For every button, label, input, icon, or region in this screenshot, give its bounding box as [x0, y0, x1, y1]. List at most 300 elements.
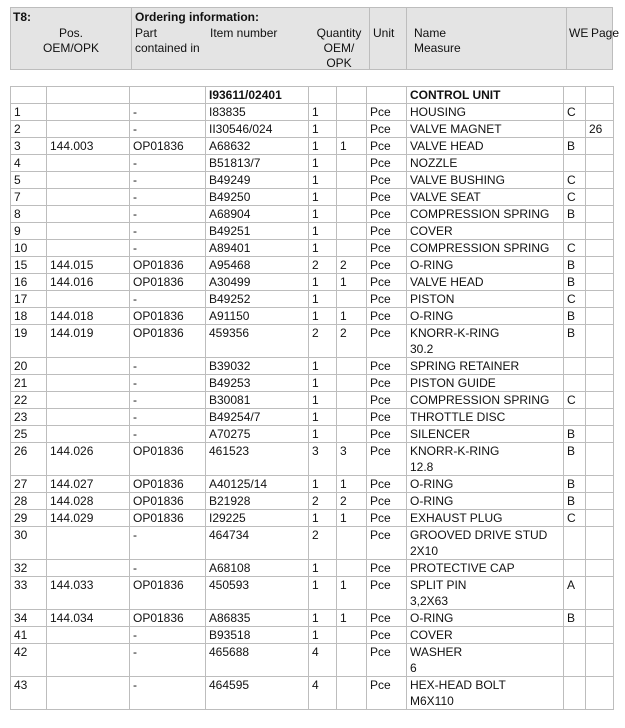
cell-item: A86835 — [206, 610, 309, 627]
assembly-row — [11, 87, 614, 104]
cell-oem: 144.015 — [47, 257, 130, 274]
cell-pos: 28 — [11, 493, 47, 510]
cell-item: II30546/024 — [206, 121, 309, 138]
cell-unit: Pce — [367, 358, 407, 375]
cell-name — [407, 138, 564, 155]
cell-qty-opk — [337, 527, 367, 560]
table-row — [11, 138, 614, 155]
cell-we: C — [564, 510, 586, 527]
cell-qty-oem: 1 — [309, 240, 337, 257]
cell-page — [586, 308, 614, 325]
cell-page — [586, 138, 614, 155]
cell-unit: Pce — [367, 104, 407, 121]
cell-name — [407, 409, 564, 426]
cell-unit: Pce — [367, 560, 407, 577]
cell-part: - — [130, 677, 206, 710]
cell-unit: Pce — [367, 375, 407, 392]
cell-part: OP01836 — [130, 443, 206, 476]
cell-qty-opk: 3 — [337, 443, 367, 476]
cell-part: - — [130, 291, 206, 308]
cell-item: 464595 — [206, 677, 309, 710]
table-row — [11, 274, 614, 291]
cell-page — [586, 375, 614, 392]
cell-unit: Pce — [367, 138, 407, 155]
cell-unit: Pce — [367, 240, 407, 257]
cell-oem — [47, 677, 130, 710]
cell-name — [407, 560, 564, 577]
cell-page — [586, 155, 614, 172]
cell-item: B21928 — [206, 493, 309, 510]
cell-item: B49254/7 — [206, 409, 309, 426]
cell-qty-oem: 1 — [309, 291, 337, 308]
cell-we: B — [564, 426, 586, 443]
table-row — [11, 104, 614, 121]
table-row — [11, 375, 614, 392]
cell-qty-oem: 1 — [309, 358, 337, 375]
cell-qty-oem: 1 — [309, 206, 337, 223]
cell-qty-oem: 1 — [309, 610, 337, 627]
cell-qty-opk — [337, 644, 367, 677]
cell-part: OP01836 — [130, 476, 206, 493]
cell-name — [407, 358, 564, 375]
cell-qty-oem: 1 — [309, 121, 337, 138]
cell-qty-oem: 4 — [309, 677, 337, 710]
assembly-name: CONTROL UNIT — [407, 87, 564, 104]
cell-oem — [47, 172, 130, 189]
cell-pos: 42 — [11, 644, 47, 677]
cell-qty-opk — [337, 560, 367, 577]
cell-unit: Pce — [367, 325, 407, 358]
cell-oem — [47, 627, 130, 644]
cell-page — [586, 644, 614, 677]
cell-unit: Pce — [367, 443, 407, 476]
cell-unit: Pce — [367, 627, 407, 644]
cell-name — [407, 274, 564, 291]
cell-we: B — [564, 493, 586, 510]
cell-item: B49251 — [206, 223, 309, 240]
table-row — [11, 240, 614, 257]
cell-page: 26 — [586, 121, 614, 138]
cell-pos: 1 — [11, 104, 47, 121]
col-pos: Pos. — [58, 26, 83, 40]
cell-we — [564, 121, 586, 138]
cell-item: B51813/7 — [206, 155, 309, 172]
cell-qty-oem: 1 — [309, 392, 337, 409]
part-measure: 2X10 — [410, 544, 439, 558]
part-name: O-RING — [410, 309, 454, 323]
cell-page — [586, 274, 614, 291]
cell-name — [407, 644, 564, 677]
cell-qty-opk: 1 — [337, 476, 367, 493]
cell-item: A91150 — [206, 308, 309, 325]
cell-oem: 144.026 — [47, 443, 130, 476]
cell-oem — [47, 155, 130, 172]
table-row — [11, 325, 614, 358]
table-row — [11, 358, 614, 375]
table-row — [11, 510, 614, 527]
cell-qty-oem: 1 — [309, 577, 337, 610]
cell-part: OP01836 — [130, 610, 206, 627]
col-measure: Measure — [414, 41, 461, 55]
part-name: GROOVED DRIVE STUD — [410, 528, 548, 542]
cell-part: - — [130, 155, 206, 172]
cell-part: - — [130, 121, 206, 138]
cell-pos: 7 — [11, 189, 47, 206]
cell-name — [407, 240, 564, 257]
cell-pos: 3 — [11, 138, 47, 155]
cell-item: 450593 — [206, 577, 309, 610]
part-name: PISTON — [410, 292, 455, 306]
col-name: Name — [414, 26, 447, 40]
cell-pos: 41 — [11, 627, 47, 644]
col-part: Part — [135, 26, 158, 40]
col-unit: Unit — [373, 26, 395, 40]
cell-pos: 16 — [11, 274, 47, 291]
cell-name — [407, 677, 564, 710]
cell-name — [407, 104, 564, 121]
cell-unit: Pce — [367, 510, 407, 527]
cell-oem: 144.028 — [47, 493, 130, 510]
cell-pos: 22 — [11, 392, 47, 409]
part-name: VALVE HEAD — [410, 139, 484, 153]
cell-item: 464734 — [206, 527, 309, 560]
cell-part: - — [130, 409, 206, 426]
cell-name — [407, 375, 564, 392]
cell-qty-oem: 1 — [309, 560, 337, 577]
cell-oem: 144.003 — [47, 138, 130, 155]
cell-item: A68632 — [206, 138, 309, 155]
table-row — [11, 308, 614, 325]
cell-part: - — [130, 104, 206, 121]
cell-oem — [47, 240, 130, 257]
table-row — [11, 392, 614, 409]
cell-we — [564, 358, 586, 375]
cell-item: A68108 — [206, 560, 309, 577]
cell-item: A68904 — [206, 206, 309, 223]
cell-pos: 30 — [11, 527, 47, 560]
cell-qty-oem: 2 — [309, 493, 337, 510]
part-name: VALVE BUSHING — [410, 173, 505, 187]
part-name: COVER — [410, 628, 453, 642]
cell-qty-oem: 2 — [309, 527, 337, 560]
cell-we: C — [564, 392, 586, 409]
cell-qty-opk — [337, 426, 367, 443]
cell-name — [407, 308, 564, 325]
cell-pos: 23 — [11, 409, 47, 426]
cell-unit: Pce — [367, 206, 407, 223]
cell-page — [586, 206, 614, 223]
part-measure: 6 — [410, 661, 417, 675]
cell-we: C — [564, 172, 586, 189]
part-name: COMPRESSION SPRING — [410, 393, 550, 407]
cell-pos: 19 — [11, 325, 47, 358]
cell-unit: Pce — [367, 274, 407, 291]
section-label: T8: — [13, 10, 31, 24]
cell-page — [586, 527, 614, 560]
cell-qty-oem: 1 — [309, 223, 337, 240]
cell-qty-oem: 1 — [309, 189, 337, 206]
part-name: O-RING — [410, 477, 454, 491]
cell-qty-oem: 4 — [309, 644, 337, 677]
table-row — [11, 189, 614, 206]
cell-unit: Pce — [367, 493, 407, 510]
cell-name — [407, 325, 564, 358]
cell-page — [586, 409, 614, 426]
cell-page — [586, 677, 614, 710]
cell-qty-opk — [337, 627, 367, 644]
part-name: SILENCER — [410, 427, 471, 441]
cell-we: C — [564, 189, 586, 206]
table-row — [11, 677, 614, 710]
cell-pos: 27 — [11, 476, 47, 493]
cell-oem — [47, 409, 130, 426]
part-name: HOUSING — [410, 105, 467, 119]
part-name: VALVE SEAT — [410, 190, 481, 204]
cell-name — [407, 172, 564, 189]
cell-unit: Pce — [367, 223, 407, 240]
cell-oem: 144.027 — [47, 476, 130, 493]
col-qty: Quantity — [316, 26, 362, 40]
cell-pos: 29 — [11, 510, 47, 527]
cell-item: A70275 — [206, 426, 309, 443]
cell-oem — [47, 104, 130, 121]
cell-qty-oem: 2 — [309, 257, 337, 274]
cell-qty-oem: 1 — [309, 375, 337, 392]
cell-unit: Pce — [367, 409, 407, 426]
cell-qty-oem: 1 — [309, 138, 337, 155]
cell-unit: Pce — [367, 577, 407, 610]
col-page: Page — [591, 26, 620, 40]
cell-item: B49253 — [206, 375, 309, 392]
cell-qty-oem: 1 — [309, 476, 337, 493]
table-row — [11, 291, 614, 308]
cell-unit: Pce — [367, 476, 407, 493]
cell-qty-opk: 2 — [337, 257, 367, 274]
cell-qty-opk — [337, 104, 367, 121]
cell-we: B — [564, 308, 586, 325]
cell-qty-opk: 1 — [337, 308, 367, 325]
cell-part: - — [130, 627, 206, 644]
cell-part: OP01836 — [130, 510, 206, 527]
cell-qty-opk — [337, 677, 367, 710]
cell-qty-opk — [337, 206, 367, 223]
cell-pos: 9 — [11, 223, 47, 240]
cell-qty-opk — [337, 223, 367, 240]
part-measure: 3,2X63 — [410, 594, 449, 608]
table-row — [11, 610, 614, 627]
cell-unit: Pce — [367, 527, 407, 560]
cell-qty-opk — [337, 240, 367, 257]
cell-qty-opk — [337, 358, 367, 375]
col-we: WE — [569, 26, 589, 40]
cell-part: - — [130, 358, 206, 375]
cell-unit: Pce — [367, 392, 407, 409]
cell-qty-oem: 1 — [309, 510, 337, 527]
part-name: HEX-HEAD BOLT — [410, 678, 506, 692]
part-name: PROTECTIVE CAP — [410, 561, 515, 575]
table-row — [11, 627, 614, 644]
cell-we: B — [564, 206, 586, 223]
part-measure: 30.2 — [410, 342, 434, 356]
part-name: EXHAUST PLUG — [410, 511, 503, 525]
cell-item: A40125/14 — [206, 476, 309, 493]
cell-pos: 32 — [11, 560, 47, 577]
cell-item: B49249 — [206, 172, 309, 189]
cell-we — [564, 527, 586, 560]
cell-we: B — [564, 325, 586, 358]
cell-name — [407, 121, 564, 138]
cell-oem: 144.019 — [47, 325, 130, 358]
part-name: WASHER — [410, 645, 463, 659]
cell-oem — [47, 527, 130, 560]
cell-unit: Pce — [367, 155, 407, 172]
cell-pos: 43 — [11, 677, 47, 710]
cell-name — [407, 476, 564, 493]
cell-qty-opk: 2 — [337, 325, 367, 358]
cell-pos: 2 — [11, 121, 47, 138]
col-oem: OEM/OPK — [42, 41, 99, 55]
part-name: O-RING — [410, 258, 454, 272]
cell-qty-oem: 1 — [309, 627, 337, 644]
cell-oem — [47, 121, 130, 138]
cell-page — [586, 627, 614, 644]
part-name: SPLIT PIN — [410, 578, 467, 592]
cell-oem: 144.033 — [47, 577, 130, 610]
cell-we: B — [564, 138, 586, 155]
cell-oem: 144.018 — [47, 308, 130, 325]
cell-qty-oem: 1 — [309, 274, 337, 291]
cell-part: - — [130, 644, 206, 677]
cell-oem — [47, 375, 130, 392]
cell-qty-oem: 1 — [309, 172, 337, 189]
cell-page — [586, 560, 614, 577]
cell-oem — [47, 426, 130, 443]
cell-page — [586, 291, 614, 308]
cell-page — [586, 443, 614, 476]
cell-name — [407, 610, 564, 627]
cell-page — [586, 358, 614, 375]
cell-we — [564, 223, 586, 240]
cell-item: I29225 — [206, 510, 309, 527]
cell-qty-opk: 1 — [337, 510, 367, 527]
table-row — [11, 426, 614, 443]
header-divider — [406, 8, 407, 69]
header-divider — [131, 8, 132, 69]
cell-item: B30081 — [206, 392, 309, 409]
cell-we: C — [564, 291, 586, 308]
cell-item: A95468 — [206, 257, 309, 274]
table-row — [11, 577, 614, 610]
cell-name — [407, 627, 564, 644]
cell-pos: 18 — [11, 308, 47, 325]
cell-we: B — [564, 476, 586, 493]
cell-part: OP01836 — [130, 493, 206, 510]
col-qty-2: OEM/ — [323, 41, 355, 55]
cell-we — [564, 627, 586, 644]
cell-pos: 33 — [11, 577, 47, 610]
assembly-item: I93611/02401 — [206, 87, 309, 104]
cell-part: OP01836 — [130, 577, 206, 610]
cell-unit: Pce — [367, 189, 407, 206]
cell-qty-opk: 1 — [337, 138, 367, 155]
cell-unit: Pce — [367, 172, 407, 189]
cell-part: OP01836 — [130, 257, 206, 274]
cell-oem — [47, 223, 130, 240]
cell-unit: Pce — [367, 426, 407, 443]
cell-we: A — [564, 577, 586, 610]
cell-name — [407, 189, 564, 206]
cell-pos: 4 — [11, 155, 47, 172]
part-name: SPRING RETAINER — [410, 359, 520, 373]
cell-name — [407, 206, 564, 223]
cell-qty-oem: 1 — [309, 426, 337, 443]
cell-we: B — [564, 257, 586, 274]
cell-qty-oem: 1 — [309, 308, 337, 325]
cell-unit: Pce — [367, 610, 407, 627]
cell-part: OP01836 — [130, 138, 206, 155]
table-row — [11, 443, 614, 476]
cell-part: - — [130, 206, 206, 223]
cell-we — [564, 409, 586, 426]
cell-oem: 144.029 — [47, 510, 130, 527]
cell-we — [564, 644, 586, 677]
table-row — [11, 560, 614, 577]
cell-we — [564, 560, 586, 577]
part-name: O-RING — [410, 494, 454, 508]
cell-part: - — [130, 189, 206, 206]
cell-page — [586, 476, 614, 493]
cell-page — [586, 325, 614, 358]
cell-we — [564, 677, 586, 710]
cell-item: A30499 — [206, 274, 309, 291]
part-name: THROTTLE DISC — [410, 410, 506, 424]
cell-page — [586, 240, 614, 257]
cell-unit: Pce — [367, 291, 407, 308]
cell-oem — [47, 560, 130, 577]
cell-pos: 5 — [11, 172, 47, 189]
cell-part: - — [130, 375, 206, 392]
table-row — [11, 206, 614, 223]
cell-part: - — [130, 172, 206, 189]
cell-name — [407, 223, 564, 240]
part-measure: 12.8 — [410, 460, 434, 474]
cell-page — [586, 104, 614, 121]
cell-item: B49252 — [206, 291, 309, 308]
cell-oem: 144.034 — [47, 610, 130, 627]
cell-unit: Pce — [367, 677, 407, 710]
cell-pos: 25 — [11, 426, 47, 443]
cell-name — [407, 291, 564, 308]
cell-qty-opk — [337, 291, 367, 308]
table-row — [11, 121, 614, 138]
cell-we: B — [564, 274, 586, 291]
cell-name — [407, 577, 564, 610]
cell-qty-opk — [337, 409, 367, 426]
cell-we: C — [564, 104, 586, 121]
cell-pos: 26 — [11, 443, 47, 476]
cell-page — [586, 493, 614, 510]
cell-name — [407, 510, 564, 527]
cell-name — [407, 443, 564, 476]
cell-qty-opk: 2 — [337, 493, 367, 510]
cell-item: A89401 — [206, 240, 309, 257]
part-name: VALVE MAGNET — [410, 122, 502, 136]
part-measure: M6X110 — [410, 694, 454, 708]
table-row — [11, 527, 614, 560]
part-name: PISTON GUIDE — [410, 376, 496, 390]
cell-qty-opk — [337, 172, 367, 189]
cell-name — [407, 257, 564, 274]
